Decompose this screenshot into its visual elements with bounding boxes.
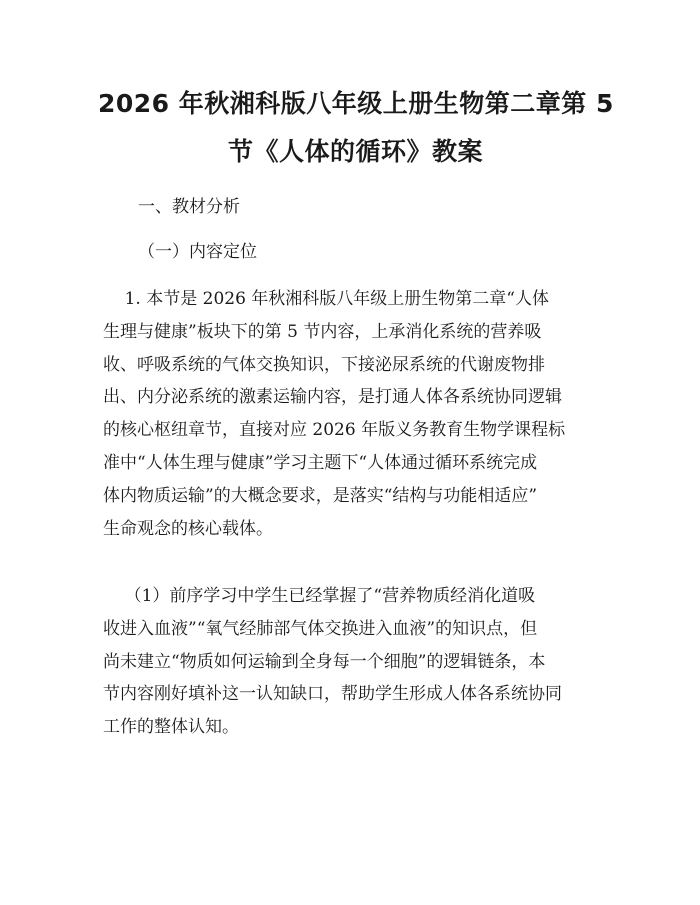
- paragraph-line: 收进入血液”“氧气经肺部气体交换进入血液”的知识点，但: [103, 618, 538, 639]
- paragraph-line: 生理与健康”板块下的第 5 节内容，上承消化系统的营养吸: [103, 321, 542, 342]
- title-line-1: 2026 年秋湘科版八年级上册生物第二章第 5: [98, 89, 614, 118]
- paragraph-line: （1）前序学习中学生已经掌握了“营养物质经消化道吸: [103, 586, 536, 606]
- paragraph-line: 1. 本节是 2026 年秋湘科版八年级上册生物第二章“人体: [103, 289, 550, 309]
- paragraph-line: 出、内分泌系统的激素运输内容，是打通人体各系统协同逻辑: [103, 387, 562, 408]
- paragraph-content-position: [103, 283, 603, 545]
- paragraph-line: 节内容刚好填补这一认知缺口，帮助学生形成人体各系统协同: [103, 684, 562, 705]
- paragraph-line: 体内物质运输”的大概念要求，是落实“结构与功能相适应”: [103, 485, 538, 506]
- section-heading: 一、教材分析: [138, 197, 240, 217]
- paragraph-line: 收、呼吸系统的气体交换知识，下接泌尿系统的代谢废物排: [103, 354, 545, 375]
- paragraph-line: 工作的整体认知。: [103, 717, 239, 738]
- paragraph-line: 生命观念的核心载体。: [103, 518, 273, 539]
- paragraph-line: 尚未建立“物质如何运输到全身每一个细胞”的逻辑链条，本: [103, 651, 546, 672]
- title-line-2: 节《人体的循环》教案: [228, 137, 484, 166]
- paragraph-line: 的核心枢纽章节，直接对应 2026 年版义务教育生物学课程标: [103, 420, 566, 441]
- paragraph-line: 准中“人体生理与健康”学习主题下“人体通过循环系统完成: [103, 452, 538, 473]
- subsection-heading: （一）内容定位: [138, 242, 257, 262]
- document-title: [98, 80, 614, 176]
- paragraph-prior-learning: [103, 580, 603, 744]
